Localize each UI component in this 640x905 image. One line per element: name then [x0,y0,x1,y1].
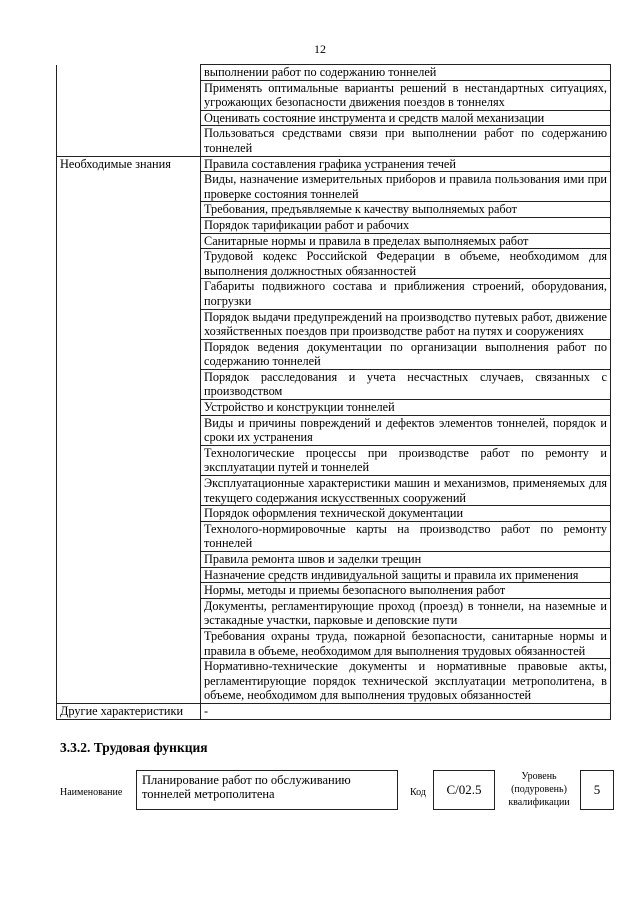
labor-function-header [60,770,620,820]
table-cell: Габариты подвижного состава и приближения строений, оборудования, погрузки [201,279,611,309]
table-cell: Правила составления графика устранения течей [201,156,611,172]
table-cell: Виды, назначение измерительных приборов и правила пользования ими при проверке состояния тоннелей [201,172,611,202]
function-code-value: C/02.5 [433,770,495,810]
table-cell: Трудовой кодекс Российской Федерации в объеме, необходимом для выполнения должностных обязанностей [201,249,611,279]
knowledge-label: Необходимые знания [57,156,201,703]
table-cell: Правила ремонта швов и заделки трещин [201,552,611,568]
table-row [57,703,611,719]
table-row [57,156,611,172]
table-cell: Требования охраны труда, пожарной безопасности, санитарные нормы и правила в объеме, необходимом для выполнения трудовых обязанностей [201,628,611,658]
function-name-value: Планирование работ по обслуживанию тоннелей метрополитена [136,770,398,810]
table-cell: Порядок тарификации работ и рабочих [201,217,611,233]
labor-function-table [56,64,611,720]
table-cell: Порядок оформления технической документации [201,506,611,522]
table-cell: Устройство и конструкции тоннелей [201,400,611,416]
table-cell: Документы, регламентирующие проход (проезд) в тоннели, на наземные и эстакадные участки, парковые и деповские пути [201,598,611,628]
qualification-level-label: Уровень (подуровень) квалификации [508,771,570,808]
table-cell: выполнении работ по содержанию тоннелей [201,65,611,81]
table-cell: Порядок расследования и учета несчастных случаев, связанных с производством [201,369,611,399]
table-cell: Нормативно-технические документы и нормативные правовые акты, регламентирующие порядок технической эксплуатации метрополитена, в объеме, необходимом для выполнения трудовых обязанностей [201,659,611,704]
table-cell: Нормы, методы и приемы безопасного выполнения работ [201,583,611,599]
table-cell: Эксплуатационные характеристики машин и механизмов, применяемых для текущего содержания искусственных сооружений [201,476,611,506]
table-cell: Применять оптимальные варианты решений в нестандартных ситуациях, угрожающих безопасности движения поездов в тоннелях [201,80,611,110]
table-cell: Технолого-нормировочные карты на производство работ по ремонту тоннелей [201,521,611,551]
table-cell: Требования, предъявляемые к качеству выполняемых работ [201,202,611,218]
section-title: 3.3.2. Трудовая функция [60,740,208,755]
table-row [57,65,611,81]
name-label: Наименование [60,787,123,798]
table-cell: Технологические процессы при производстве работ по ремонту и эксплуатации путей и тоннелей [201,445,611,475]
table-cell: Порядок ведения документации по организации выполнения работ по содержанию тоннелей [201,339,611,369]
page-number: 12 [314,42,326,56]
table-cell: Оценивать состояние инструмента и средств малой механизации [201,110,611,126]
code-label: Код [410,787,426,798]
other-characteristics-value: - [201,703,611,719]
table-cell: Виды и причины повреждений и дефектов элементов тоннелей, порядок и сроки их устранения [201,415,611,445]
table-cell: Санитарные нормы и правила в пределах выполняемых работ [201,233,611,249]
empty-label-cell [57,65,201,157]
table-cell: Назначение средств индивидуальной защиты и правила их применения [201,567,611,583]
other-characteristics-label: Другие характеристики [57,703,201,719]
table-cell: Пользоваться средствами связи при выполнении работ по содержанию тоннелей [201,126,611,156]
qualification-level-value: 5 [580,770,614,810]
table-cell: Порядок выдачи предупреждений на производство путевых работ, движение хозяйственных поездов при производстве работ на путях и сооружениях [201,309,611,339]
